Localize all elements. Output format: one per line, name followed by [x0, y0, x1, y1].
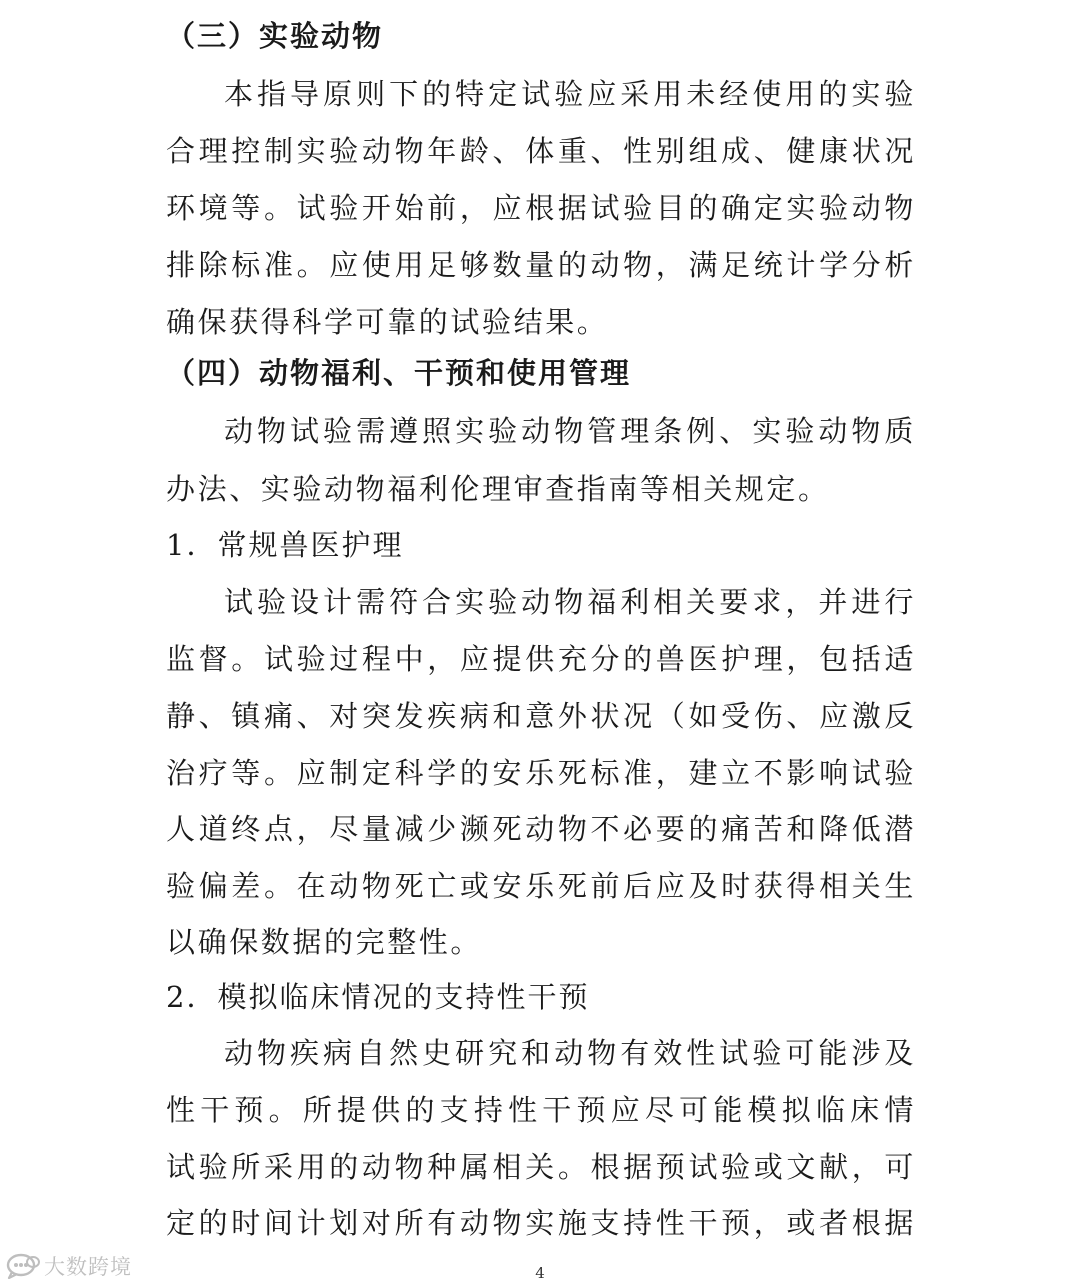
- paragraph-line: 合理控制实验动物年龄、体重、性别组成、健康状况: [166, 134, 916, 168]
- paragraph-line: 性干预。所提供的支持性干预应尽可能模拟临床情: [166, 1093, 916, 1127]
- paragraph-line: 静、镇痛、对突发疾病和意外状况（如受伤、应激反: [166, 699, 916, 733]
- paragraph-line: 监督。试验过程中，应提供充分的兽医护理，包括适: [166, 642, 916, 676]
- paragraph-line: 排除标准。应使用足够数量的动物，满足统计学分析: [166, 248, 916, 282]
- watermark-text: 大数跨境: [44, 1255, 132, 1279]
- page-number: 4: [535, 1264, 545, 1282]
- paragraph-line: 定的时间计划对所有动物实施支持性干预，或者根据: [166, 1206, 916, 1240]
- subsection-1-heading: 1．常规兽医护理: [166, 528, 404, 562]
- paragraph-line: 治疗等。应制定科学的安乐死标准，建立不影响试验: [166, 756, 916, 790]
- paragraph-line: 人道终点，尽量减少濒死动物不必要的痛苦和降低潜: [166, 812, 916, 846]
- paragraph-line: 以确保数据的完整性。: [166, 925, 483, 959]
- subsection-2-heading: 2．模拟临床情况的支持性干预: [166, 980, 590, 1014]
- section-4-heading: （四）动物福利、干预和使用管理: [166, 356, 632, 390]
- paragraph-line: 试验所采用的动物种属相关。根据预试验或文献，可: [166, 1150, 916, 1184]
- paragraph-line: 本指导原则下的特定试验应采用未经使用的实验: [224, 77, 916, 111]
- paragraph-line: 确保获得科学可靠的试验结果。: [166, 305, 609, 339]
- paragraph-line: 动物试验需遵照实验动物管理条例、实验动物质: [224, 414, 916, 448]
- paragraph-line: 动物疾病自然史研究和动物有效性试验可能涉及: [224, 1036, 916, 1070]
- paragraph-line: 试验设计需符合实验动物福利相关要求，并进行: [224, 585, 916, 619]
- paragraph-line: 办法、实验动物福利伦理审查指南等相关规定。: [166, 472, 830, 506]
- paragraph-line: 环境等。试验开始前，应根据试验目的确定实验动物: [166, 191, 916, 225]
- section-3-heading: （三）实验动物: [166, 19, 384, 53]
- paragraph-line: 验偏差。在动物死亡或安乐死前后应及时获得相关生: [166, 869, 916, 903]
